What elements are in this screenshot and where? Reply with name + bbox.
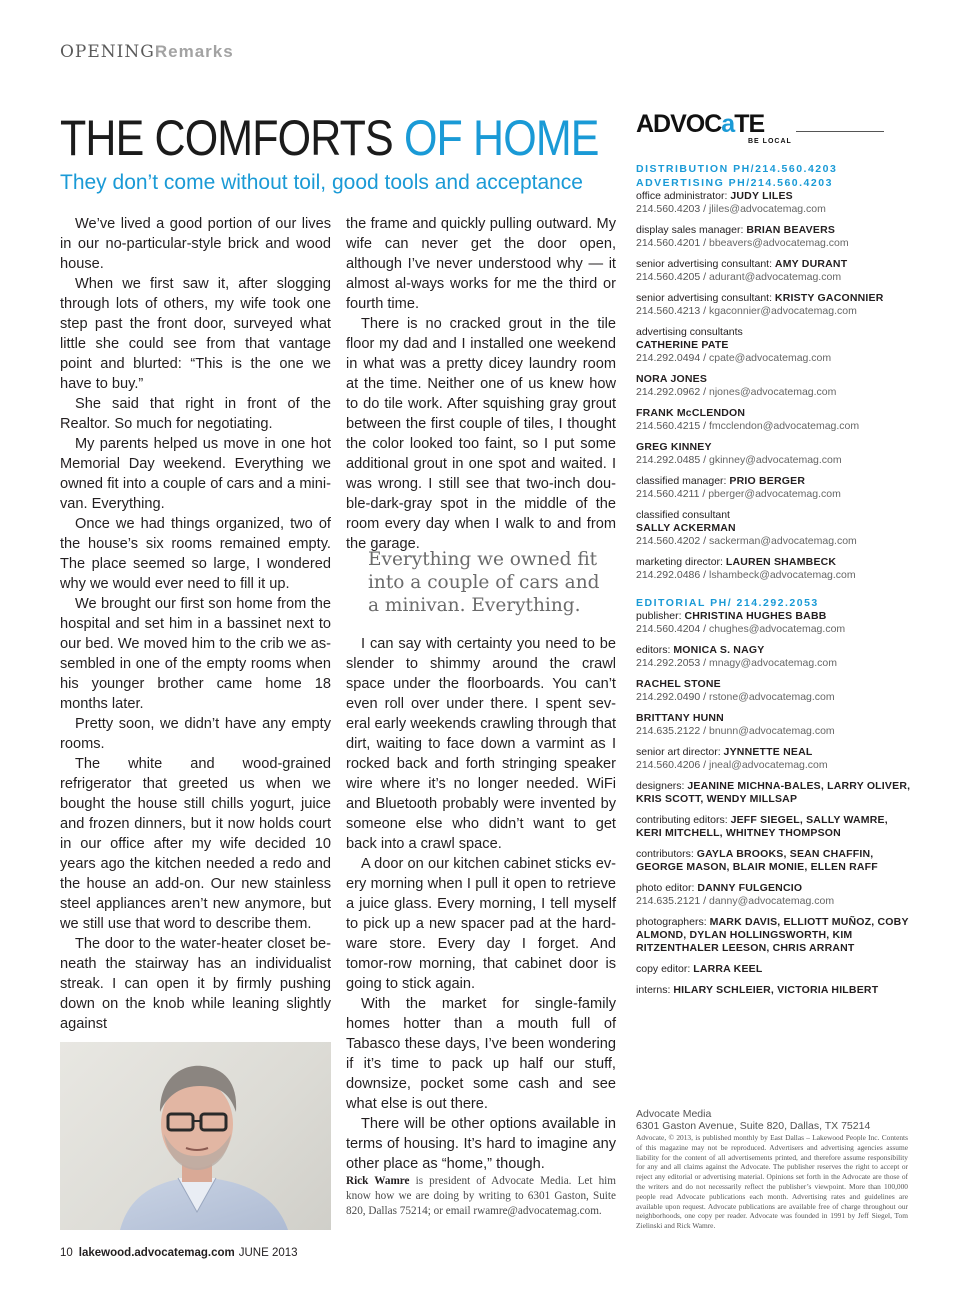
staff-email: gkinney@advocatemag.com	[709, 454, 842, 466]
staff-email: chughes@advocatemag.com	[709, 623, 846, 635]
staff-entry: senior advertising consultant: AMY DURANT 214.560.4205 / adurant@advocatemag.com	[636, 258, 848, 283]
staff-phone: 214.560.4204	[636, 623, 701, 635]
paragraph: The white and wood-grained refrigerator that greeted us when we bought the house still chills yogurt, juice and frozen dinners, but it now holds court in our office after my wife decided 10 years ago the kitchen needed a redo and the house an add-on. Our new stainless steel appliances aren’t new anymore, but we still use that word to describe them.	[60, 756, 331, 932]
staff-entry: photo editor: DANNY FULGENCIO 214.635.2121 / danny@advocatemag.com	[636, 882, 835, 907]
staff-name: KRISTY GACONNIER	[774, 292, 884, 304]
staff-name: JEFF SIEGEL, SALLY WAMRE, KERI MITCHELL, WHITNEY THOMPSON	[636, 814, 888, 839]
staff-email: mnagy@advocatemag.com	[709, 657, 837, 669]
staff-name: CHRISTINA HUGHES BABB	[684, 610, 827, 622]
staff-entry	[636, 963, 916, 976]
paragraph: My parents helped us move in one hot Memorial Day weekend. Everything we owned fit into a couple of cars and a mini-van. Everything.	[60, 436, 331, 512]
staff-name: SALLY ACKERMAN	[636, 522, 736, 534]
staff-phone: 214.292.0962	[636, 386, 701, 398]
staff-email: lshambeck@advocatemag.com	[709, 569, 856, 581]
staff-name: MARK DAVIS, ELLIOTT MUÑOZ, COBY ALMOND, DYLAN HOLLINGSWORTH, KIM RITZENTHALER LEESON, CHRIS ARRANT	[636, 916, 909, 954]
staff-role: marketing director:	[636, 556, 723, 568]
staff-role: senior art director:	[636, 746, 721, 758]
staff-phone: 214.292.0490	[636, 691, 701, 703]
staff-phone: 214.292.0486	[636, 569, 701, 581]
staff-role: senior advertising consultant:	[636, 292, 772, 304]
section-label-opening: OPENING	[60, 42, 155, 62]
logo-divider	[796, 131, 884, 132]
staff-name: BRIAN BEAVERS	[746, 224, 836, 236]
staff-name: JEANINE MICHNA-BALES, LARRY OLIVER, KRIS SCOTT, WENDY MILLSAP	[636, 780, 911, 805]
staff-name: DANNY FULGENCIO	[697, 882, 803, 894]
staff-email: sackerman@advocatemag.com	[709, 535, 857, 547]
staff-name: JUDY LILES	[730, 190, 793, 202]
staff-email: cpate@advocatemag.com	[709, 352, 832, 364]
staff-role: photographers:	[636, 916, 707, 928]
staff-entry: classified manager: PRIO BERGER 214.560.4211 / pberger@advocatemag.com	[636, 475, 841, 500]
staff-entry: classified consultant SALLY ACKERMAN 214.560.4202 / sackerman@advocatemag.com	[636, 509, 857, 547]
staff-phone: 214.560.4202	[636, 535, 701, 547]
staff-email: kgaconnier@advocatemag.com	[709, 305, 857, 317]
headline-part-2: OF HOME	[403, 110, 599, 166]
paragraph: Once we had things organized, two of the house’s six rooms remained empty. The place seemed so large, I wondered why we would ever need to fill it up.	[60, 516, 331, 592]
staff-email: njones@advocatemag.com	[709, 386, 837, 398]
advertising-staff-list	[636, 190, 916, 582]
article-column-2-top	[346, 214, 616, 554]
staff-name: LAUREN SHAMBECK	[725, 556, 837, 568]
staff-role: publisher:	[636, 610, 682, 622]
staff-phone: 214.560.4211	[636, 488, 700, 500]
staff-entry: BRITTANY HUNN 214.635.2122 / bnunn@advocatemag.com	[636, 712, 835, 737]
staff-entry	[636, 814, 916, 840]
paragraph: There will be other options available in terms of housing. It’s hard to imagine any other place as “home,” though.	[346, 1116, 616, 1172]
section-label	[60, 42, 234, 62]
logo-text-c: TE	[734, 110, 765, 138]
distribution-heading: DISTRIBUTION PH/214.560.4203	[636, 163, 838, 175]
paragraph: Pretty soon, we didn’t have any empty rooms.	[60, 716, 331, 752]
paragraph: A door on our kitchen cabinet sticks ev-ery morning when I pull it open to retrieve a juice glass. Every morning, I tell myself to pick up a new spacer pad at the hard-ware store. Every day I forget. And tomor-row morning, that cabinet door is going to stick again.	[346, 856, 616, 992]
staff-entry	[636, 916, 916, 955]
staff-role: office administrator:	[636, 190, 728, 202]
staff-entry: FRANK McCLENDON 214.560.4215 / fmcclendon@advocatemag.com	[636, 407, 860, 432]
advocate-logo	[636, 110, 792, 146]
staff-email: rstone@advocatemag.com	[709, 691, 835, 703]
author-name: Rick Wamre	[346, 1175, 410, 1187]
staff-role: senior advertising consultant:	[636, 258, 772, 270]
company-address: 6301 Gaston Avenue, Suite 820, Dallas, TX 75214	[636, 1120, 871, 1132]
staff-email: bnunn@advocatemag.com	[709, 725, 835, 737]
staff-entry: advertising consultants CATHERINE PATE 214.292.0494 / cpate@advocatemag.com	[636, 326, 832, 364]
staff-role: contributing editors:	[636, 814, 728, 826]
staff-email: jliles@advocatemag.com	[709, 203, 826, 215]
staff-entry	[636, 848, 916, 874]
page-number: 10	[60, 1247, 73, 1259]
article-column-1	[60, 214, 331, 1034]
staff-phone: 214.560.4206	[636, 759, 701, 771]
staff-role: classified manager:	[636, 475, 727, 487]
paragraph: There is no cracked grout in the tile floor my dad and I installed one weekend in what was a pretty dicey laundry room at the time. Neither one of us knew how to do tile work. After squishing gray grout between the first couple of tiles, I thought the color looked too faint, so I put some additional grout in one spot and waited. I was wrong. I still see that two-inch dou-ble-dark-gray spot in the middle of the room every day when I walk to and from the garage.	[346, 316, 616, 552]
staff-entry: senior art director: JYNNETTE NEAL 214.560.4206 / jneal@advocatemag.com	[636, 746, 828, 771]
logo-text-a: ADVOC	[636, 110, 722, 138]
staff-role: copy editor:	[636, 963, 691, 975]
staff-name: PRIO BERGER	[729, 475, 806, 487]
staff-entry	[636, 984, 916, 997]
staff-phone: 214.635.2122	[636, 725, 701, 737]
svg-text:ADVOCaTE	[636, 110, 764, 138]
staff-email: danny@advocatemag.com	[709, 895, 835, 907]
paragraph: When we first saw it, after slogging through lots of others, my wife took one step past the front door, surveyed what little she could see from that vantage point and blurted: “This is the one we have to buy.”	[60, 276, 331, 392]
advertising-heading: ADVERTISING PH/214.560.4203	[636, 177, 833, 189]
paragraph: She said that right in front of the Realtor. So much for negotiating.	[60, 396, 331, 432]
editorial-heading: EDITORIAL PH/ 214.292.2053	[636, 597, 819, 609]
staff-email: fmcclendon@advocatemag.com	[709, 420, 860, 432]
staff-entry: NORA JONES 214.292.0962 / njones@advocatemag.com	[636, 373, 837, 398]
staff-phone: 214.560.4201	[636, 237, 701, 249]
logo-tagline: BE LOCAL	[748, 138, 792, 145]
staff-name: GAYLA BROOKS, SEAN CHAFFIN, GEORGE MASON, BLAIR MONIE, ELLEN RAFF	[636, 848, 878, 873]
staff-entry: publisher: CHRISTINA HUGHES BABB 214.560.4204 / chughes@advocatemag.com	[636, 610, 846, 635]
staff-role: contributors:	[636, 848, 694, 860]
staff-role: display sales manager:	[636, 224, 744, 236]
author-portrait-illustration	[60, 1042, 331, 1230]
staff-email: bbeavers@advocatemag.com	[709, 237, 849, 249]
staff-phone: 214.560.4213	[636, 305, 701, 317]
pull-quote: Everything we owned fit into a couple of cars and a minivan. Everything.	[368, 549, 600, 616]
editorial-staff-list	[636, 610, 916, 997]
masthead	[636, 162, 916, 1005]
staff-phone: 214.292.2053	[636, 657, 701, 669]
fine-print: Advocate, © 2013, is published monthly by East Dallas – Lakewood People Inc. Contents of this magazine may not be reproduced. Advertisers and advertising agencies assume liability for the content of all advertisements printed, and therefore assume responsibility for any and all claims against the Advocate. The publisher reserves the right to accept or reject any editorial or advertising material. Opinions set forth in the Advocate are those of the writers and do not necessarily reflect the publisher’s viewpoint. More than 100,000 people read Advocate publications each month. Advertising rates and guidelines are available upon request. Advocate publications are available free of charge throughout our neighborhoods, one copy per reader. Advocate was founded in 1991 by Jeff Siegel, Tom Zielinski and Rick Wamre.	[636, 1133, 908, 1231]
publication-imprint	[636, 1108, 908, 1231]
staff-name: CATHERINE PATE	[636, 339, 729, 351]
staff-role: advertising consultants	[636, 326, 743, 338]
staff-role: photo editor:	[636, 882, 695, 894]
staff-name: NORA JONES	[636, 373, 708, 385]
paragraph-continuation: the frame and quickly pulling outward. My wife can never get the door open, although I’ve never understood why — it almost al-ways works for me the third or fourth time.	[346, 216, 616, 312]
staff-entry: GREG KINNEY 214.292.0485 / gkinney@advocatemag.com	[636, 441, 842, 466]
staff-name: BRITTANY HUNN	[636, 712, 724, 724]
staff-phone: 214.560.4205	[636, 271, 701, 283]
staff-name: FRANK McCLENDON	[636, 407, 746, 419]
paragraph: We’ve lived a good portion of our lives in our no-particular-style brick and wood house.	[60, 216, 331, 272]
author-photo	[60, 1042, 331, 1230]
company-name: Advocate Media	[636, 1108, 712, 1120]
staff-entry: senior advertising consultant: KRISTY GACONNIER 214.560.4213 / kgaconnier@advocatemag.com	[636, 292, 884, 317]
staff-name: AMY DURANT	[774, 258, 848, 270]
staff-entry: RACHEL STONE 214.292.0490 / rstone@advocatemag.com	[636, 678, 835, 703]
logo-text-at: a	[721, 110, 735, 138]
staff-name: LARRA KEEL	[693, 963, 763, 975]
paragraph: The door to the water-heater closet be-neath the stairway has an individualist streak. I can open it by firmly pushing down on the knob while leaning slightly against	[60, 936, 331, 1032]
page-footer	[60, 1247, 298, 1259]
paragraph: I can say with certainty you need to be slender to shimmy around the crawl space under the floorboards. You can’t even roll over under there. I spent sev-eral early weekends crawling through that dirt, waiting to face down a varmint as I rocked back and forth stringing speaker wire where it’s no longer needed. WiFi and Bluetooth probably were invented by someone else who didn’t want to get back into a crawl space.	[346, 636, 616, 852]
staff-name: JYNNETTE NEAL	[723, 746, 813, 758]
section-label-remarks: Remarks	[154, 42, 234, 61]
staff-phone: 214.292.0494	[636, 352, 701, 364]
staff-phone: 214.635.2121	[636, 895, 701, 907]
staff-email: jneal@advocatemag.com	[709, 759, 828, 771]
staff-email: pberger@advocatemag.com	[708, 488, 841, 500]
staff-phone: 214.560.4203	[636, 203, 701, 215]
staff-name: GREG KINNEY	[636, 441, 712, 453]
paragraph: We brought our first son home from the hospital and set him in a bassinet next to our bed. We moved him to the crib we as-sembled in one of the empty rooms when his younger brother came home 18 months later.	[60, 596, 331, 712]
staff-phone: 214.560.4215	[636, 420, 701, 432]
staff-entry: office administrator: JUDY LILES 214.560.4203 / jliles@advocatemag.com	[636, 190, 826, 215]
article-column-2-paragraphs	[346, 314, 616, 554]
staff-entry: display sales manager: BRIAN BEAVERS 214.560.4201 / bbeavers@advocatemag.com	[636, 224, 849, 249]
author-bio	[346, 1174, 616, 1219]
staff-entry	[636, 780, 916, 806]
footer-date: JUNE 2013	[238, 1247, 298, 1259]
staff-role: interns:	[636, 984, 671, 996]
article-headline	[60, 108, 599, 168]
staff-email: adurant@advocatemag.com	[709, 271, 842, 283]
article-column-2-bottom	[346, 634, 616, 1174]
staff-entry: editors: MONICA S. NAGY 214.292.2053 / mnagy@advocatemag.com	[636, 644, 837, 669]
advocate-logo-mark	[636, 110, 792, 146]
headline-part-1: THE COMFORTS	[60, 110, 404, 166]
paragraph: With the market for single-family homes hotter than a mouth full of Tabasco these days, I’ve been wondering if it’s time to pack up half our stuff, downsize, pocket some cash and see what else is out there.	[346, 996, 616, 1112]
staff-role: designers:	[636, 780, 685, 792]
staff-name: MONICA S. NAGY	[673, 644, 765, 656]
staff-role: classified consultant	[636, 509, 730, 521]
staff-name: RACHEL STONE	[636, 678, 721, 690]
staff-role: editors:	[636, 644, 671, 656]
staff-entry: marketing director: LAUREN SHAMBECK 214.292.0486 / lshambeck@advocatemag.com	[636, 556, 856, 581]
author-bio-text: is president of Advocate Media. Let him know how we are doing by writing to 6301 Gaston, Suite 820, Dallas 75214; or email rwamre@advocatemag.com.	[346, 1175, 616, 1217]
staff-phone: 214.292.0485	[636, 454, 701, 466]
article-subheadline: They don’t come without toil, good tools and acceptance	[60, 171, 583, 194]
footer-website: lakewood.advocatemag.com	[78, 1247, 235, 1259]
staff-name: HILARY SCHLEIER, VICTORIA HILBERT	[673, 984, 879, 996]
